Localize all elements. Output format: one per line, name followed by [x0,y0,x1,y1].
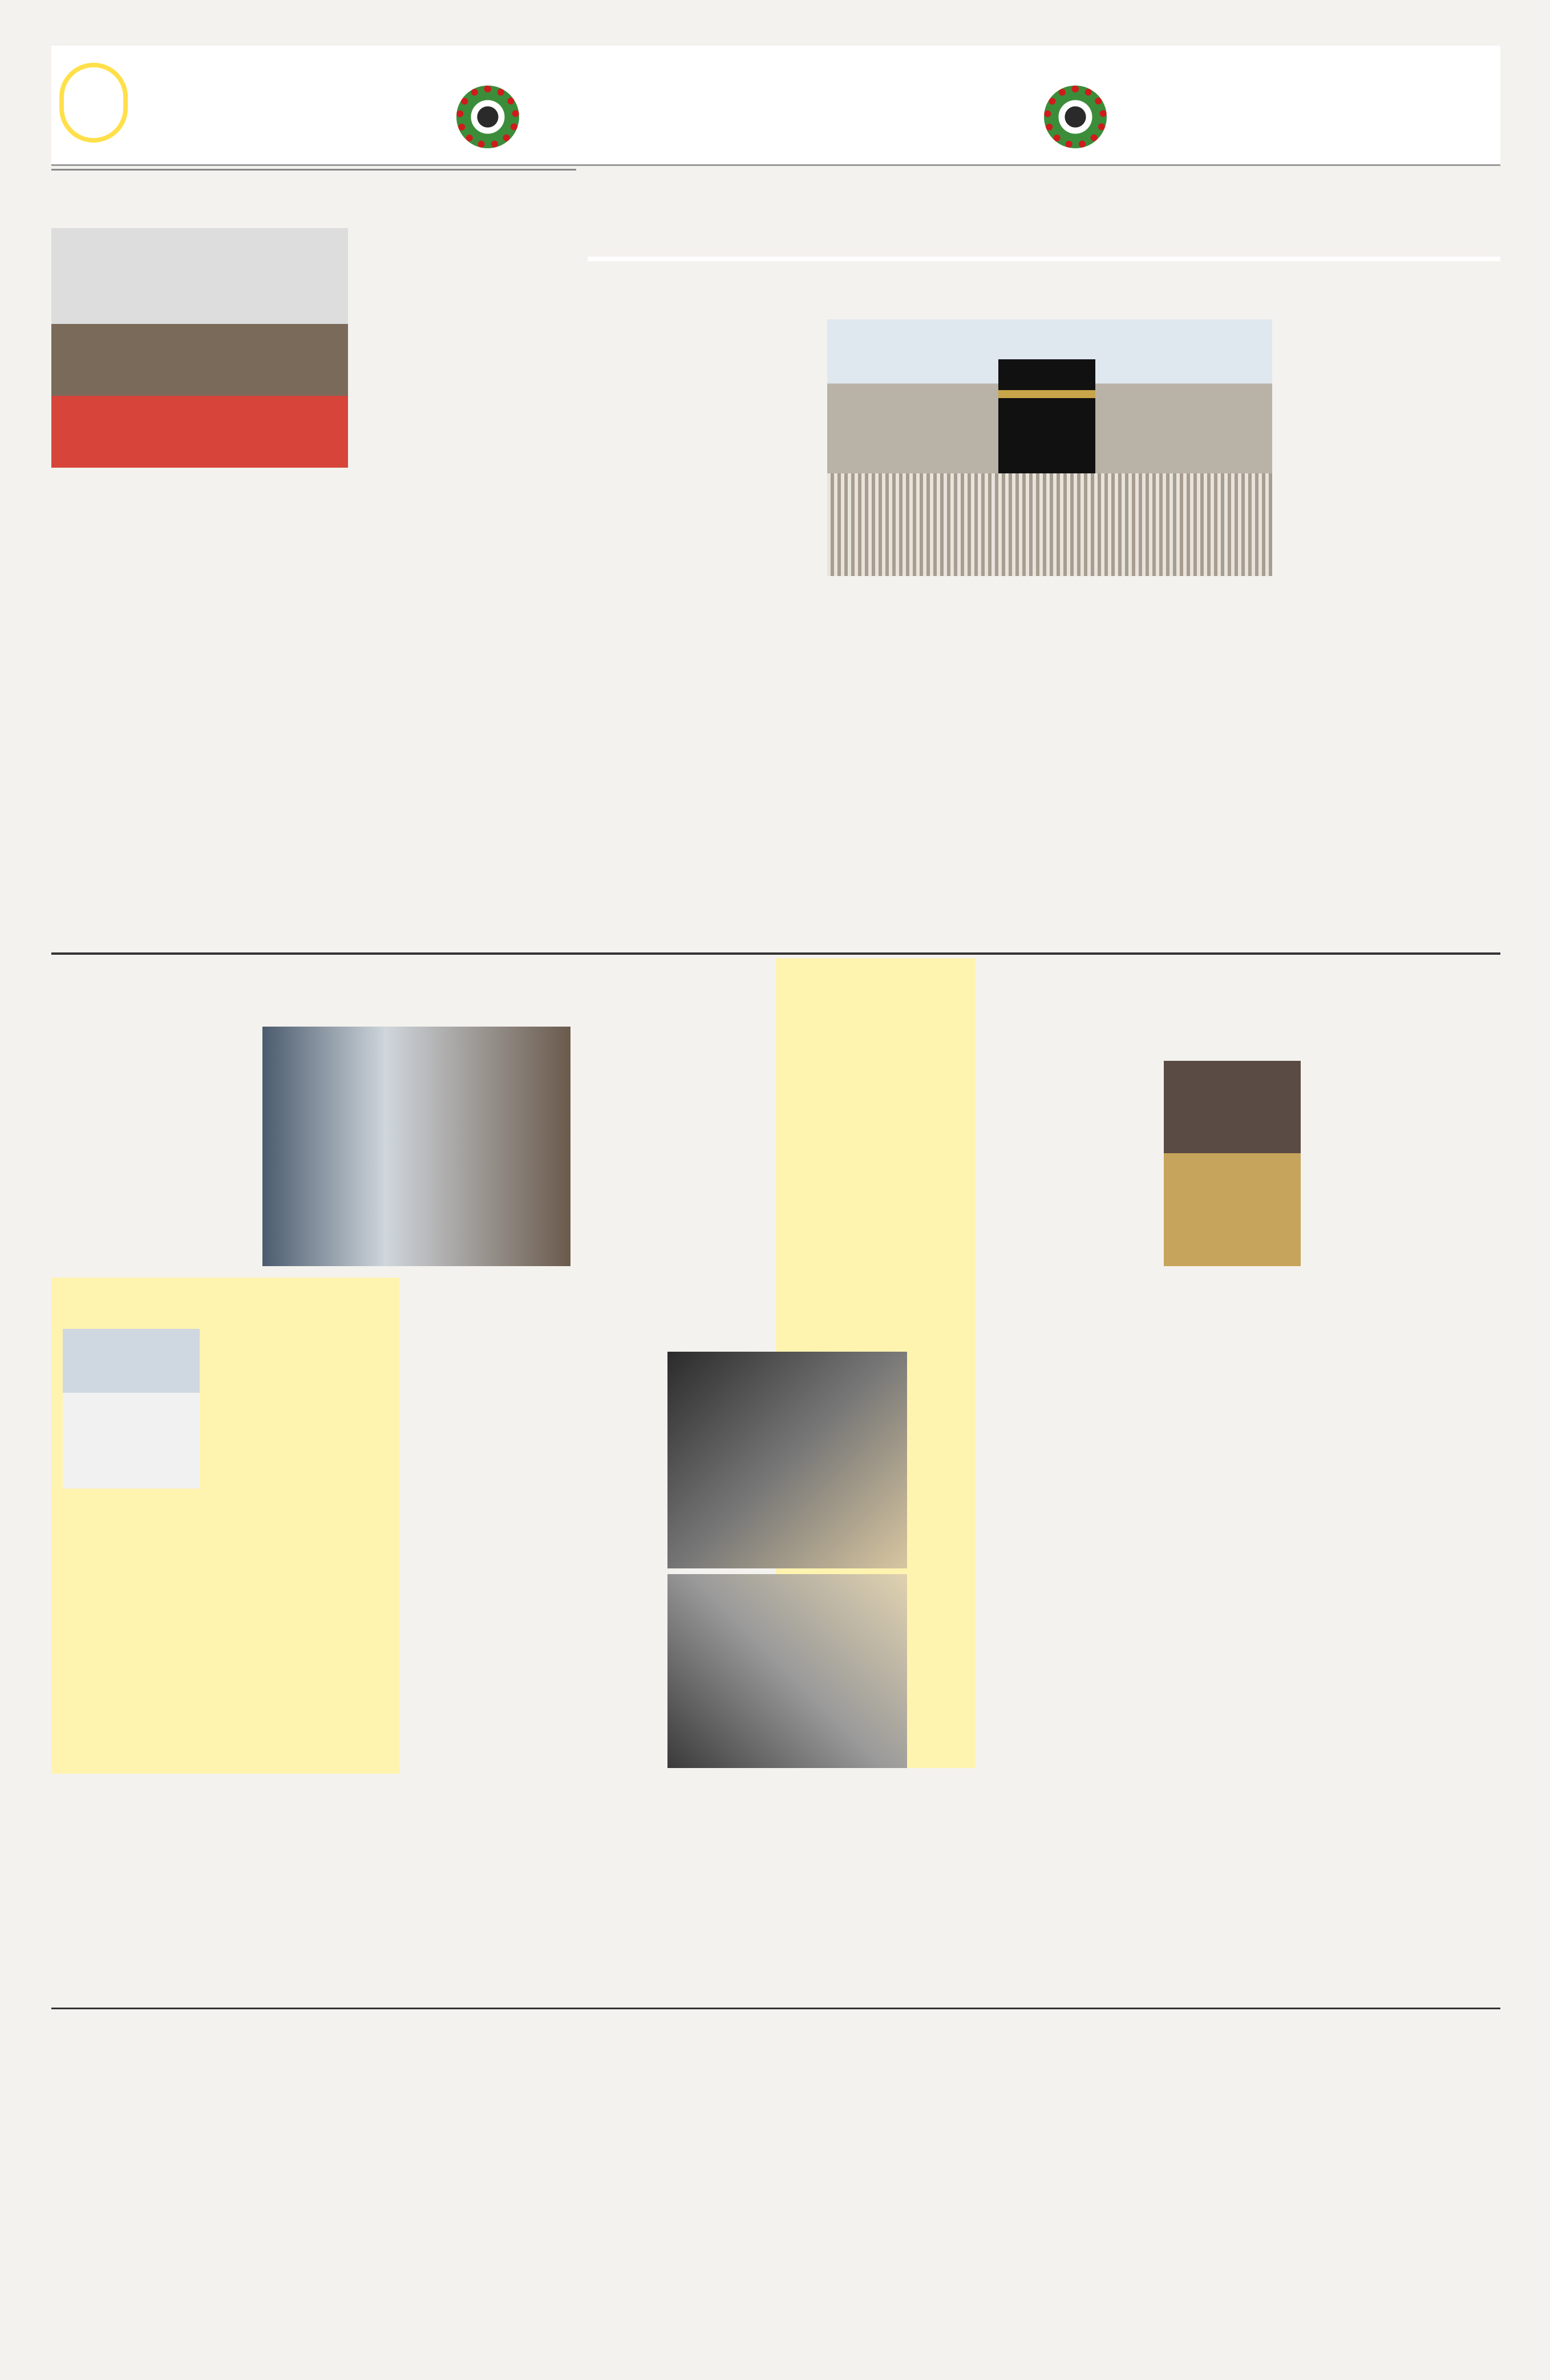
chakra-emblem-right-icon [1044,86,1107,148]
pilgrim-crowd [827,473,1272,576]
murmu-photo [1164,1061,1301,1266]
hajj-training-col-2 [51,479,348,947]
hajj-training-photo [51,228,348,468]
divider-5 [51,2008,1500,2009]
kaaba-photo [827,319,1272,576]
un-women-col-3 [1164,1278,1301,1768]
lead-col-1 [1284,319,1500,947]
kaaba-shape [998,359,1095,473]
chakra-emblem-left-icon [456,86,519,148]
header-rule [51,164,1500,166]
lead-subhead [588,257,1500,261]
lead-col-3 [588,319,816,947]
tunnel-col-2 [411,1352,656,1774]
un-women-col-1 [1312,1061,1500,1768]
newspaper-logo [143,52,405,149]
tunnel-col-1 [918,1352,1147,1774]
divider-1 [51,952,1500,955]
page-number [59,63,128,143]
lead-col-2 [827,582,1272,947]
akhilesh-col-2 [63,1500,200,1768]
hajj-training-col-1 [359,228,576,947]
tunnel-photo-1 [667,1352,907,1568]
rajnath-photo [262,1027,570,1266]
hajj-training-headline [51,169,576,171]
akhilesh-photo [63,1329,200,1489]
akhilesh-col [211,1329,394,1768]
tunnel-photo-2 [667,1574,907,1768]
